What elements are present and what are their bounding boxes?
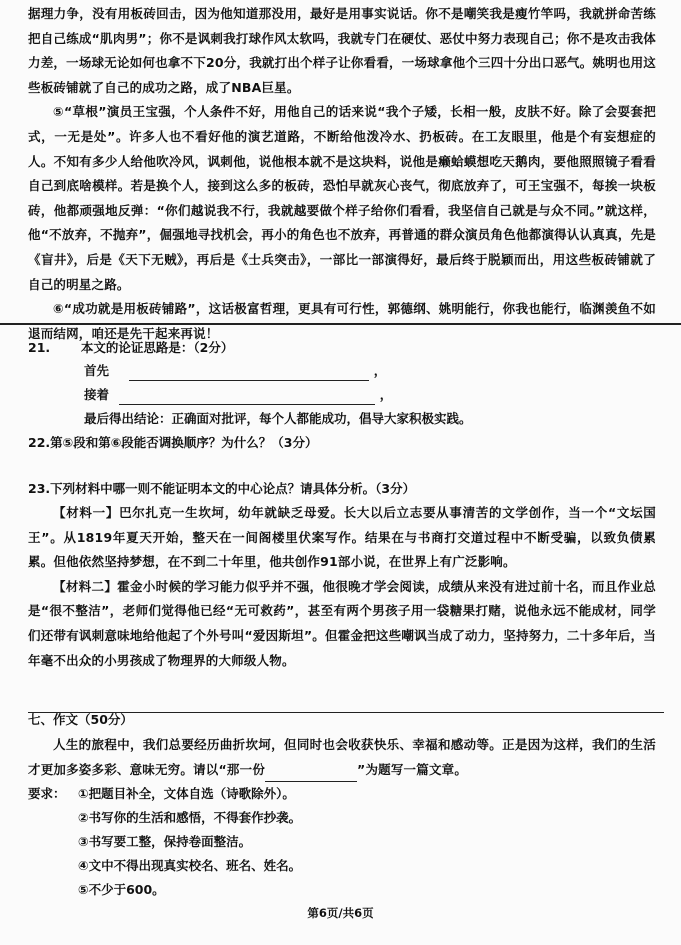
essay-req-label: 要求：: [28, 786, 66, 801]
q23-text: 23.下列材料中哪一则不能证明本文的中心论点？请具体分析。（3分）: [28, 481, 416, 496]
q21-then-comma: ，: [379, 387, 393, 402]
q22-text: 22.第⑤段和第⑥段能否调换顺序？为什么？（3分）: [28, 435, 318, 450]
q21-conclusion: 最后得出结论：正确面对批评，每个人都能成功，倡导大家积极实践。: [84, 411, 472, 426]
q21-first-label: 首先: [84, 363, 110, 378]
essay-intro: [28, 733, 656, 782]
essay-intro-b: ”为题写一篇文章。: [357, 761, 468, 777]
essay-req-2: ②书写你的生活和感悟，不得套作抄袭。: [78, 810, 302, 825]
essay-req-1: ①把题目补全，文体自选（诗歌除外）。: [78, 786, 295, 801]
q21-number: 21.: [28, 340, 51, 355]
essay-title-blank[interactable]: [265, 767, 357, 782]
essay-req-3: ③书写要工整，保持卷面整洁。: [78, 834, 252, 849]
q21-first-line: [84, 361, 386, 381]
q21-first-blank[interactable]: [129, 366, 369, 381]
essay-req-4: ④文中不得出现真实校名、班名、姓名。: [78, 858, 302, 873]
q23-materials: [28, 501, 656, 673]
essay-intro-text: [28, 733, 656, 782]
passage-paragraph-5: ⑤“草根”演员王宝强，个人条件不好，用他自己的话来说“我个子矮，长相一般，皮肤不好。除了会耍套把式，一无是处”。许多人也不看好他的演艺道路，不断给他泼冷水、扔板砖。在工友眼里，他是个有妄想症的人。不知有多少人给他吹冷风，讽刺他，说他根本就不是这块料，说他是癞蛤蟆想吃天鹅肉，要他照照镜子看看自己到底啥模样。若是换个人，接到这么多的板砖，恐怕早就灰心丧气，彻底放弃了，可王宝强不，每挨一块板砖，他都顽强地反弹：“你们越说我不行，我就越要做个样子给你们看看，我坚信自己就是与众不同。”就这样，他“不放弃，不抛弃”，倔强地寻找机会，再小的角色也不放弃，再普通的群众演员角色他都演得认认真真，先是《盲井》，后是《天下无贼》，再后是《士兵突击》，一部比一部演得好，最后终于脱颖而出，用这些板砖铺就了自己的明星之路。: [28, 104, 656, 292]
essay-req-5: ⑤不少于600。: [78, 882, 165, 897]
q23-material-1: 【材料一】巴尔扎克一生坎坷，幼年就缺乏母爱。长大以后立志要从事清苦的文学创作，当一个“文坛国王”。从1819年夏天开始，整天在一间阁楼里伏案写作。结果在与书商打交道过程中不断受骗，以致负债累累。但他依然坚持梦想，在不到二十年里，他共创作91部小说，在世界上有广泛影响。: [28, 505, 656, 570]
q21-prompt: [28, 338, 233, 358]
passage: [28, 2, 656, 341]
q21-text: 本文的论证思路是：（2分）: [80, 340, 234, 355]
section-divider-top: [0, 323, 681, 325]
q21-first-comma: ，: [373, 363, 387, 378]
essay-intro-a: 人生的旅程中，我们总要经历曲折坎坷，但同时也会收获快乐、幸福和感动等。正是因为这样，我们的生活才更加多姿多彩、意味无穷。请以“那一份: [28, 737, 656, 777]
passage-paragraph-6: ⑥“成功就是用板砖铺路”，这话极富哲理，更具有可行性，郭德纲、姚明能行，你我也能行，临渊羡鱼不如退而结网，咱还是先干起来再说！: [28, 301, 656, 341]
q21-then-line: [84, 385, 392, 405]
passage-paragraph-4-end: 据理力争，没有用板砖回击，因为他知道那没用，最好是用事实说话。你不是嘲笑我是瘦竹竿吗，我就拼命苦练把自己练成“肌肉男”；你不是讽刺我打球作风太软吗，我就专门在硬仗、恶仗中努力表现自己；你不是攻击我体力差，一场球无论如何也拿不下20分，我就打出个样子让你看看，一场球拿他个三四十分出口恶气。姚明也用这些板砖铺就了自己的成功之路，成了NBA巨星。: [28, 6, 656, 95]
q23-material-2: 【材料二】霍金小时候的学习能力似乎并不强，他很晚才学会阅读，成绩从来没有进过前十名，而且作业总是“很不整洁”，老师们觉得他已经“无可救药”，甚至有两个男孩子用一袋糖果打赌，说他永远不能成材，同学们还带有讽刺意味地给他起了个外号叫“爱因斯坦”。但霍金把这些嘲讽当成了动力，坚持努力，二十多年后，当年毫不出众的小男孩成了物理界的大师级人物。: [28, 578, 656, 668]
page-number: 第6页/共6页: [307, 906, 374, 920]
q21-then-blank[interactable]: [119, 390, 375, 405]
essay-heading: 七、作文（50分）: [28, 712, 133, 727]
q21-then-label: 接着: [84, 387, 110, 402]
